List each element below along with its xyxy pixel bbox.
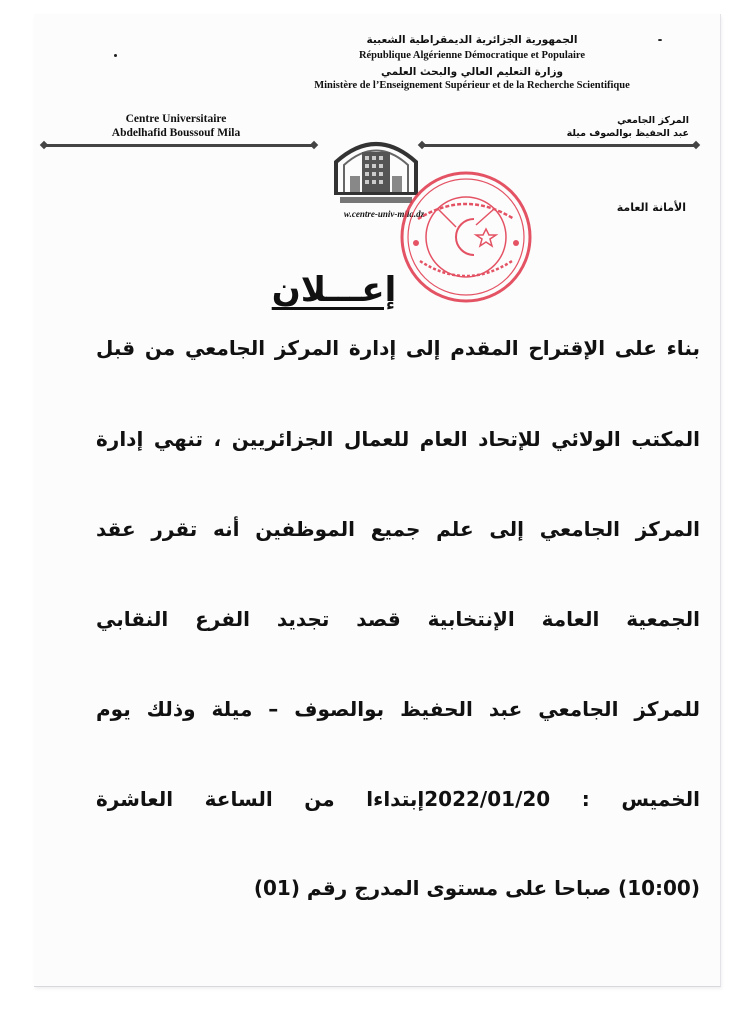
- republic-arabic: الجمهورية الجزائرية الديمقراطية الشعبية: [366, 34, 578, 46]
- ministry-french: Ministère de l’Enseignement Supérieur et de la Recherche Scientifique: [314, 80, 630, 91]
- announcement-line: للمركز الجامعي عبد الحفيظ بوالصوف – ميلة وذلك يوم: [96, 697, 700, 721]
- header-rule-left: [44, 144, 314, 147]
- header-rule-right: [422, 144, 696, 147]
- university-name-french-line2: Abdelhafid Boussouf Mila: [111, 127, 241, 139]
- university-name-arabic: [539, 114, 689, 140]
- scan-speck: [114, 54, 117, 57]
- scan-speck: [658, 39, 662, 41]
- department-label: الأمانة العامة: [616, 201, 686, 214]
- ministry-arabic: وزارة التعليم العالي والبحث العلمي: [380, 66, 564, 78]
- document-page: [34, 14, 721, 987]
- announcement-line: المكتب الولائي للإتحاد العام للعمال الجزائريين ، تنهي إدارة: [96, 427, 700, 451]
- university-name-french: [96, 112, 256, 140]
- announcement-line: المركز الجامعي إلى علم جميع الموظفين أنه تقرر عقد: [96, 517, 700, 541]
- announcement-line: بناء على الإقتراح المقدم إلى إدارة المركز الجامعي من قبل: [96, 336, 700, 360]
- university-name-french-line1: Centre Universitaire: [125, 113, 227, 125]
- university-website: w.centre-univ-mila.dz: [343, 209, 425, 219]
- announcement-title: إعـــلان: [271, 270, 397, 310]
- university-name-arabic-line1: المركز الجامعي: [617, 115, 689, 126]
- announcement-line: الخميس : 2022/01/20إبتداءا من الساعة العاشرة: [96, 787, 700, 811]
- republic-french: République Algérienne Démocratique et Populaire: [358, 50, 586, 61]
- announcement-line: (10:00) صباحا على مستوى المدرج رقم (01): [253, 876, 700, 900]
- university-name-arabic-line2: عبد الحفيظ بوالصوف ميلة: [566, 128, 689, 139]
- announcement-line: الجمعية العامة الإنتخابية قصد تجديد الفرع النقابي: [96, 607, 700, 631]
